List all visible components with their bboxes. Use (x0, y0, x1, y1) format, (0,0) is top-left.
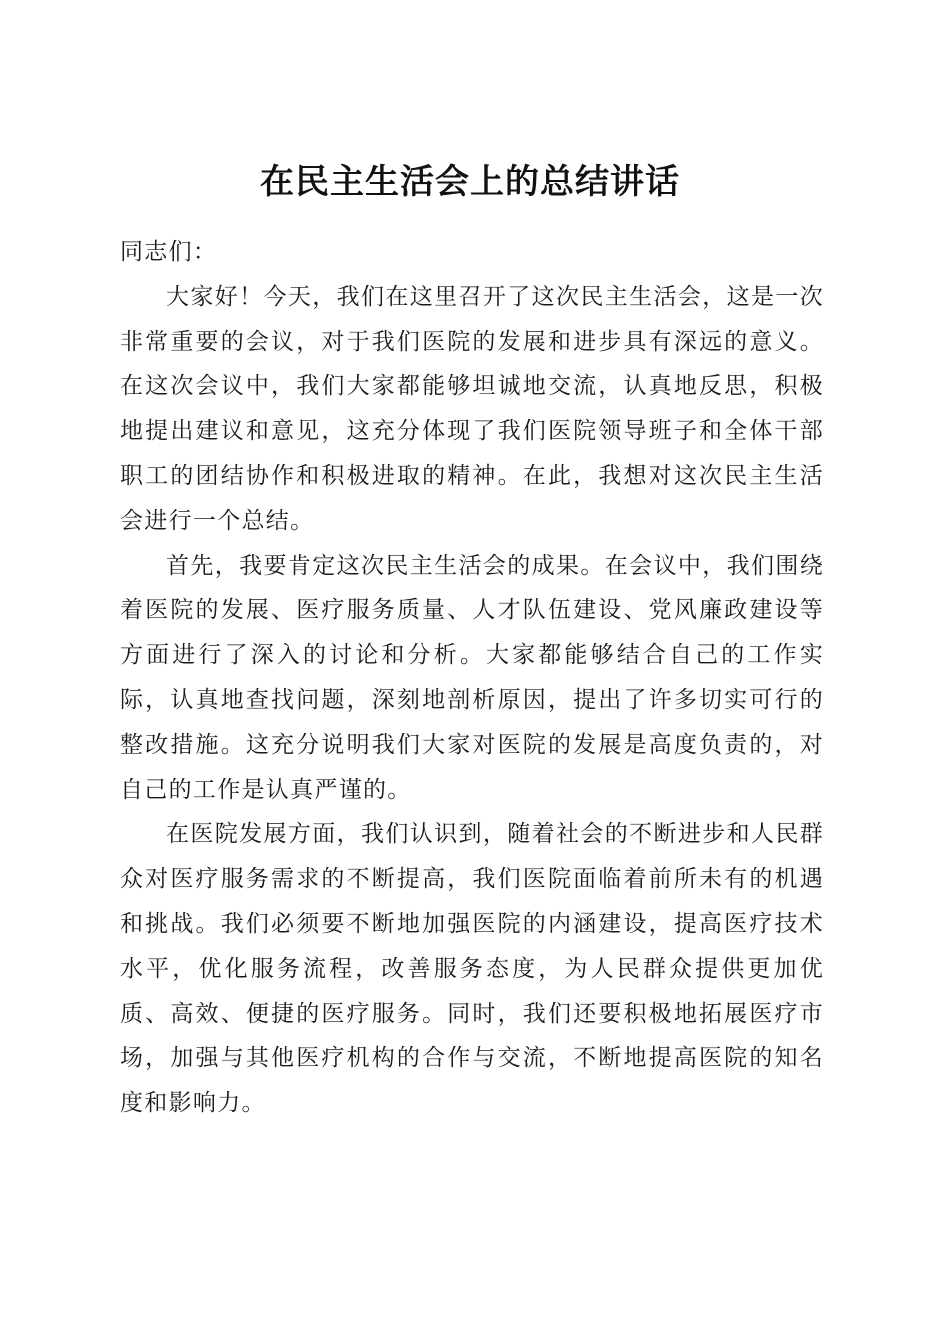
document-title: 在民主生活会上的总结讲话 (260, 161, 680, 202)
paragraph-1: 大家好！今天，我们在这里召开了这次民主生活会，这是一次非常重要的会议，对于我们医院的发展和进步具有深远的意义。在这次会议中，我们大家都能够坦诚地交流，认真地反思，积极地提出建议和意见，这充分体现了我们医院领导班子和全体干部职工的团结协作和积极进取的精神。在此，我想对这次民主生活会进行一个总结。 (120, 283, 824, 534)
paragraph-2: 首先，我要肯定这次民主生活会的成果。在会议中，我们围绕着医院的发展、医疗服务质量、人才队伍建设、党风廉政建设等方面进行了深入的讨论和分析。大家都能够结合自己的工作实际，认真地查找问题，深刻地剖析原因，提出了许多切实可行的整改措施。这充分说明我们大家对医院的发展是高度负责的，对自己的工作是认真严谨的。 (120, 552, 824, 803)
document-body (120, 230, 824, 1126)
paragraph-3: 在医院发展方面，我们认识到，随着社会的不断进步和人民群众对医疗服务需求的不断提高，我们医院面临着前所未有的机遇和挑战。我们必须要不断地加强医院的内涵建设，提高医疗技术水平，优化服务流程，改善服务态度，为人民群众提供更加优质、高效、便捷的医疗服务。同时，我们还要积极地拓展医疗市场，加强与其他医疗机构的合作与交流，不断地提高医院的知名度和影响力。 (120, 821, 824, 1117)
salutation: 同志们： (120, 239, 218, 265)
